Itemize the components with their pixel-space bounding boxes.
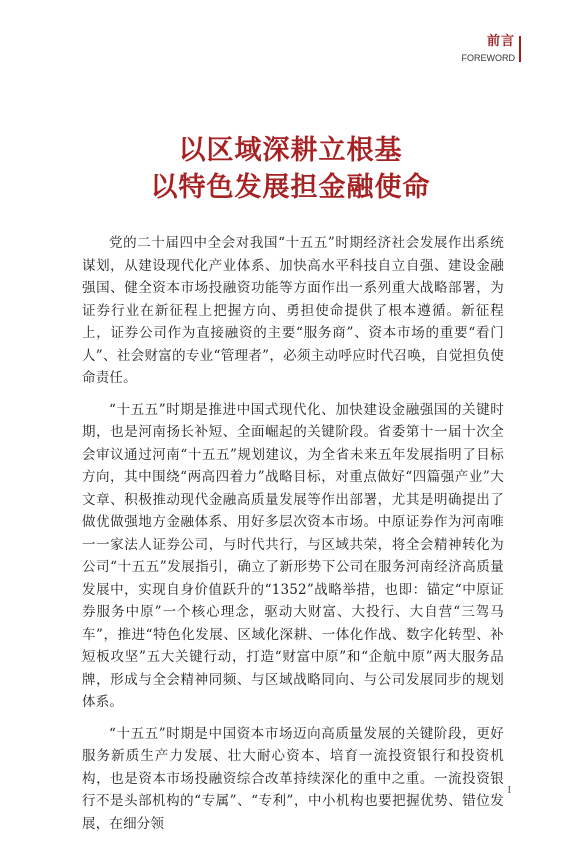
section-title-cn: 前言 (486, 34, 515, 49)
body-text (82, 232, 504, 844)
paragraph-3: “十五五”时期是中国资本市场迈向高质量发展的关键阶段，更好服务新质生产力发展、壮大耐心资本、培育一流投资银行和投资机构，也是资本市场投融资综合改革持续深化的重中之重。一流投资银行不是头部机构的“专属”、“专利”，中小机构也要把握优势、错位发展，在细分领 (82, 725, 504, 832)
main-title-line-1: 以区域深耕立根基 (178, 135, 403, 166)
page-number: I (507, 785, 511, 796)
header-accent-bar (519, 36, 521, 62)
main-title-line-2: 以特色发展担金融使命 (150, 172, 431, 203)
section-header (462, 34, 516, 64)
paragraph-2: “十五五”时期是推进中国式现代化、加快建设金融强国的关键时期，也是河南扬长补短、全面崛起的关键阶段。省委第十一届十次全会审议通过河南“十五五”规划建议，为全省未来五年发展指明了目标方向，其中围绕“两高四着力”战略目标，对重点做好“四篇强产业”大文章、积极推动现代金融高质量发展等作出部署，尤其是明确提出了做优做强地方金融体系、用好多层次资本市场。中原证券作为河南唯一一家法人证券公司，与时代共行，与区域共荣，将全会精神转化为公司“十五五”发展指引，确立了新形势下公司在服务河南经济高质量发展中，实现自身价值跃升的“1352”战略举措，也即：锚定“中原证券服务中原”一个核心理念，驱动大财富、大投行、大自营“三驾马车”，推进“特色化发展、区域化深耕、一体化作战、数字化转型、补短板攻坚”五大关键行动，打造“财富中原”和“企航中原”两大服务品牌，形成与全会精神同频、与区域战略同向、与公司发展同步的规划体系。 (82, 401, 504, 710)
paragraph-1: 党的二十届四中全会对我国“十五五”时期经济社会发展作出系统谋划，从建设现代化产业体系、加快高水平科技自立自强、建设金融强国、健全资本市场投融资功能等方面作出一系列重大战略部署，为证券行业在新征程上把握方向、勇担使命提供了根本遵循。新征程上，证券公司作为直接融资的主要“服务商”、资本市场的重要“看门人”、社会财富的专业“管理者”，必须主动呼应时代召唤，自觉担负使命责任。 (82, 235, 504, 386)
section-title-en: FOREWORD (461, 53, 515, 63)
main-title (0, 132, 581, 206)
